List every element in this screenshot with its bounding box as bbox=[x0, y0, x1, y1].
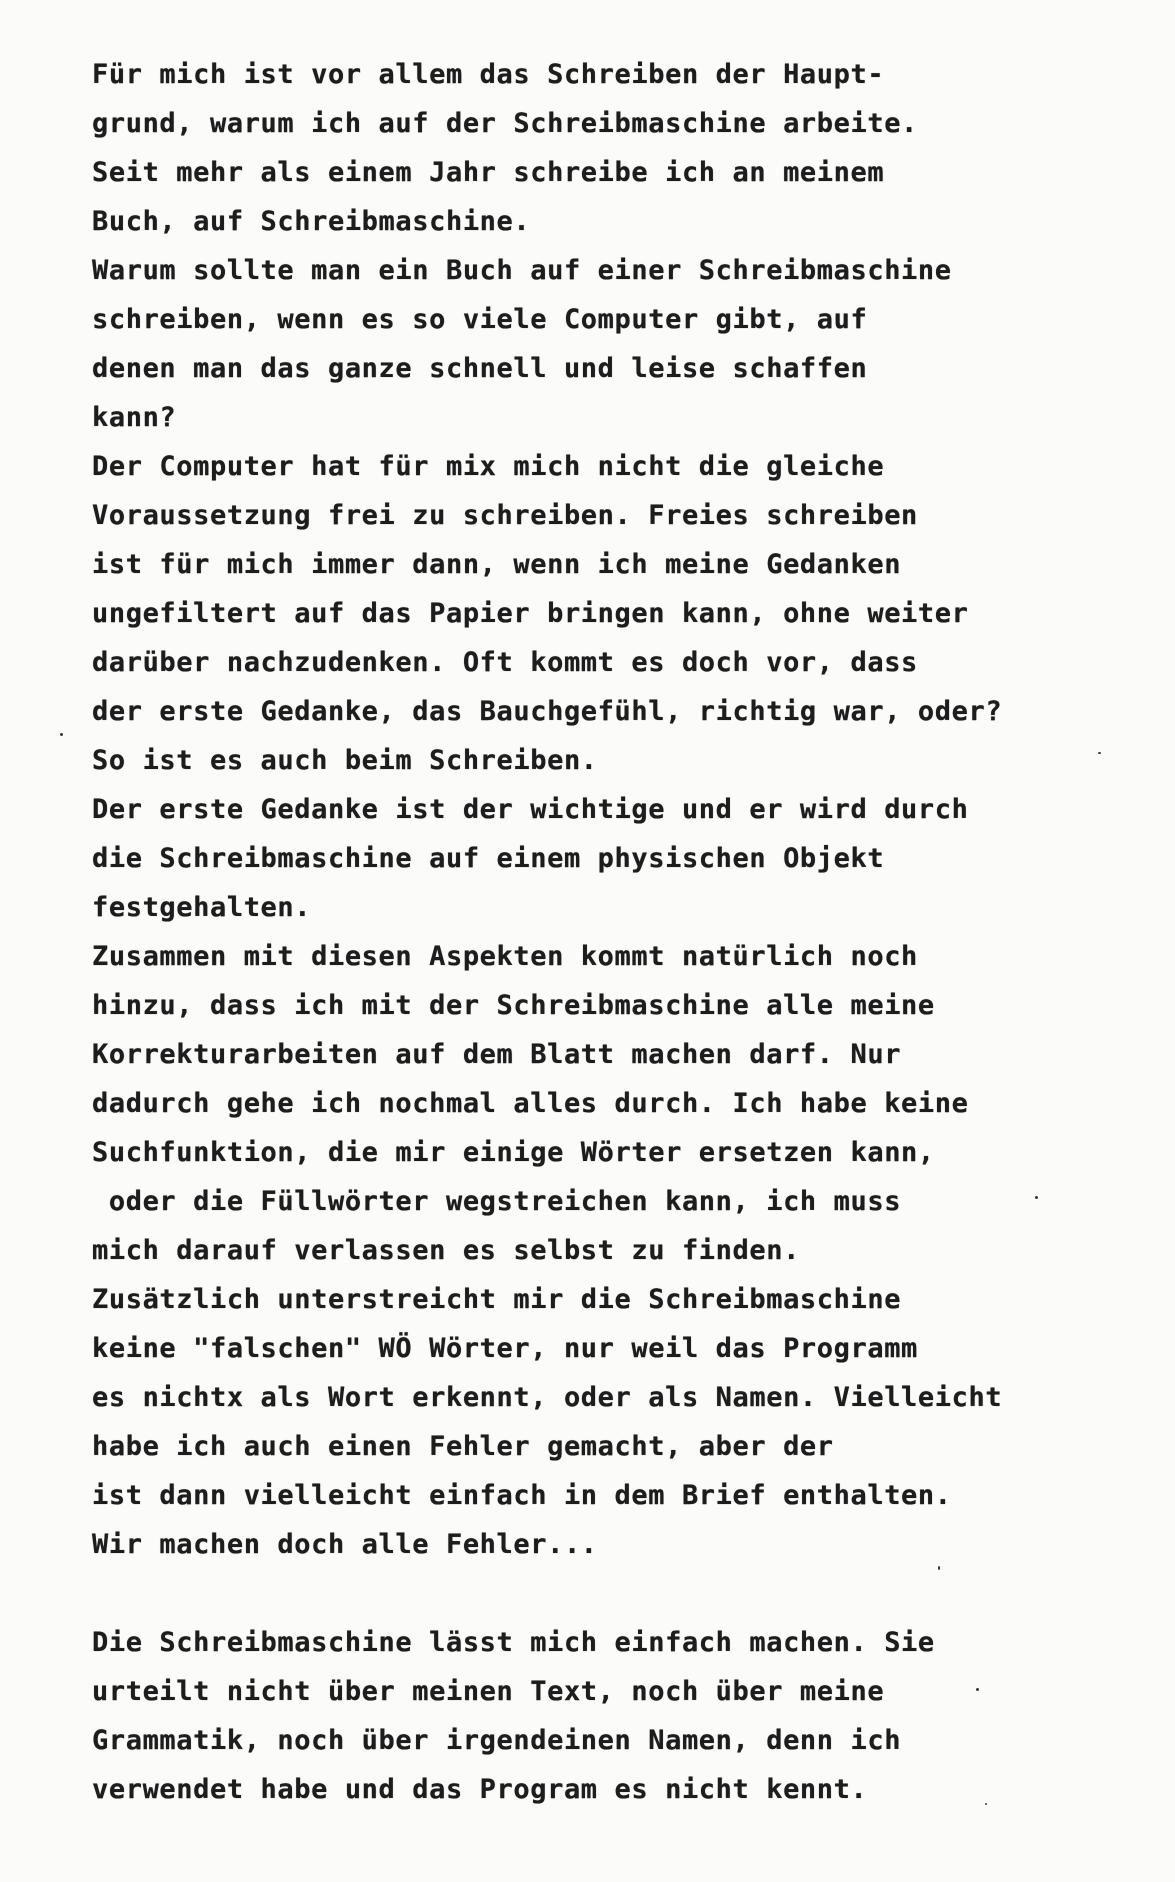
text-line: oder die Füllwörter wegstreichen kann, ich muss bbox=[92, 1186, 902, 1217]
blank-line bbox=[92, 1569, 1132, 1618]
text-line: So ist es auch beim Schreiben. bbox=[92, 745, 598, 776]
paper-speck bbox=[60, 733, 63, 736]
text-line: es nichtx als Wort erkennt, oder als Namen. Vielleicht bbox=[92, 1382, 1003, 1413]
text-line: der erste Gedanke, das Bauchgefühl, richtig war, oder? bbox=[92, 696, 1003, 727]
text-line: denen man das ganze schnell und leise schaffen bbox=[92, 353, 868, 384]
text-line: Voraussetzung frei zu schreiben. Freies schreiben bbox=[92, 500, 918, 531]
text-line: darüber nachzudenken. Oft kommt es doch vor, dass bbox=[92, 647, 918, 678]
text-line: ist dann vielleicht einfach in dem Brief enthalten. bbox=[92, 1480, 952, 1511]
text-line: dadurch gehe ich nochmal alles durch. Ich habe keine bbox=[92, 1088, 969, 1119]
text-line: keine "falschen" WÖ Wörter, nur weil das Programm bbox=[92, 1333, 918, 1364]
paper-speck bbox=[1035, 1196, 1038, 1199]
paper-speck bbox=[985, 1803, 987, 1805]
text-line: Zusammen mit diesen Aspekten kommt natürlich noch bbox=[92, 941, 918, 972]
paper-speck bbox=[1098, 752, 1101, 754]
text-line: Zusätzlich unterstreicht mir die Schreibmaschine bbox=[92, 1284, 902, 1315]
text-line: Warum sollte man ein Buch auf einer Schreibmaschine bbox=[92, 255, 952, 286]
paper-speck bbox=[976, 1688, 979, 1691]
text-line: Suchfunktion, die mir einige Wörter ersetzen kann, bbox=[92, 1137, 935, 1168]
text-line: kann? bbox=[92, 402, 177, 433]
text-line: Buch, auf Schreibmaschine. bbox=[92, 206, 531, 237]
text-line: Für mich ist vor allem das Schreiben der Haupt- bbox=[92, 59, 885, 90]
text-line: Korrekturarbeiten auf dem Blatt machen darf. Nur bbox=[92, 1039, 902, 1070]
text-line: Wir machen doch alle Fehler... bbox=[92, 1529, 598, 1560]
text-line: Der Computer hat für mix mich nicht die gleiche bbox=[92, 451, 885, 482]
typewritten-text bbox=[92, 50, 1132, 1814]
text-line: Seit mehr als einem Jahr schreibe ich an meinem bbox=[92, 157, 885, 188]
text-line: festgehalten. bbox=[92, 892, 312, 923]
text-line: ungefiltert auf das Papier bringen kann, ohne weiter bbox=[92, 598, 969, 629]
text-line: verwendet habe und das Program es nicht kennt. bbox=[92, 1774, 868, 1805]
text-line: habe ich auch einen Fehler gemacht, aber der bbox=[92, 1431, 834, 1462]
text-line: urteilt nicht über meinen Text, noch über meine bbox=[92, 1676, 885, 1707]
text-line: die Schreibmaschine auf einem physischen Objekt bbox=[92, 843, 885, 874]
text-line: grund, warum ich auf der Schreibmaschine arbeite. bbox=[92, 108, 918, 139]
text-line: Die Schreibmaschine lässt mich einfach machen. Sie bbox=[92, 1627, 935, 1658]
text-line: mich darauf verlassen es selbst zu finden. bbox=[92, 1235, 800, 1266]
text-line: Grammatik, noch über irgendeinen Namen, denn ich bbox=[92, 1725, 902, 1756]
text-line: schreiben, wenn es so viele Computer gibt, auf bbox=[92, 304, 868, 335]
text-line: ist für mich immer dann, wenn ich meine Gedanken bbox=[92, 549, 902, 580]
paper-speck bbox=[938, 1566, 940, 1570]
text-line: hinzu, dass ich mit der Schreibmaschine alle meine bbox=[92, 990, 935, 1021]
text-line: Der erste Gedanke ist der wichtige und er wird durch bbox=[92, 794, 969, 825]
